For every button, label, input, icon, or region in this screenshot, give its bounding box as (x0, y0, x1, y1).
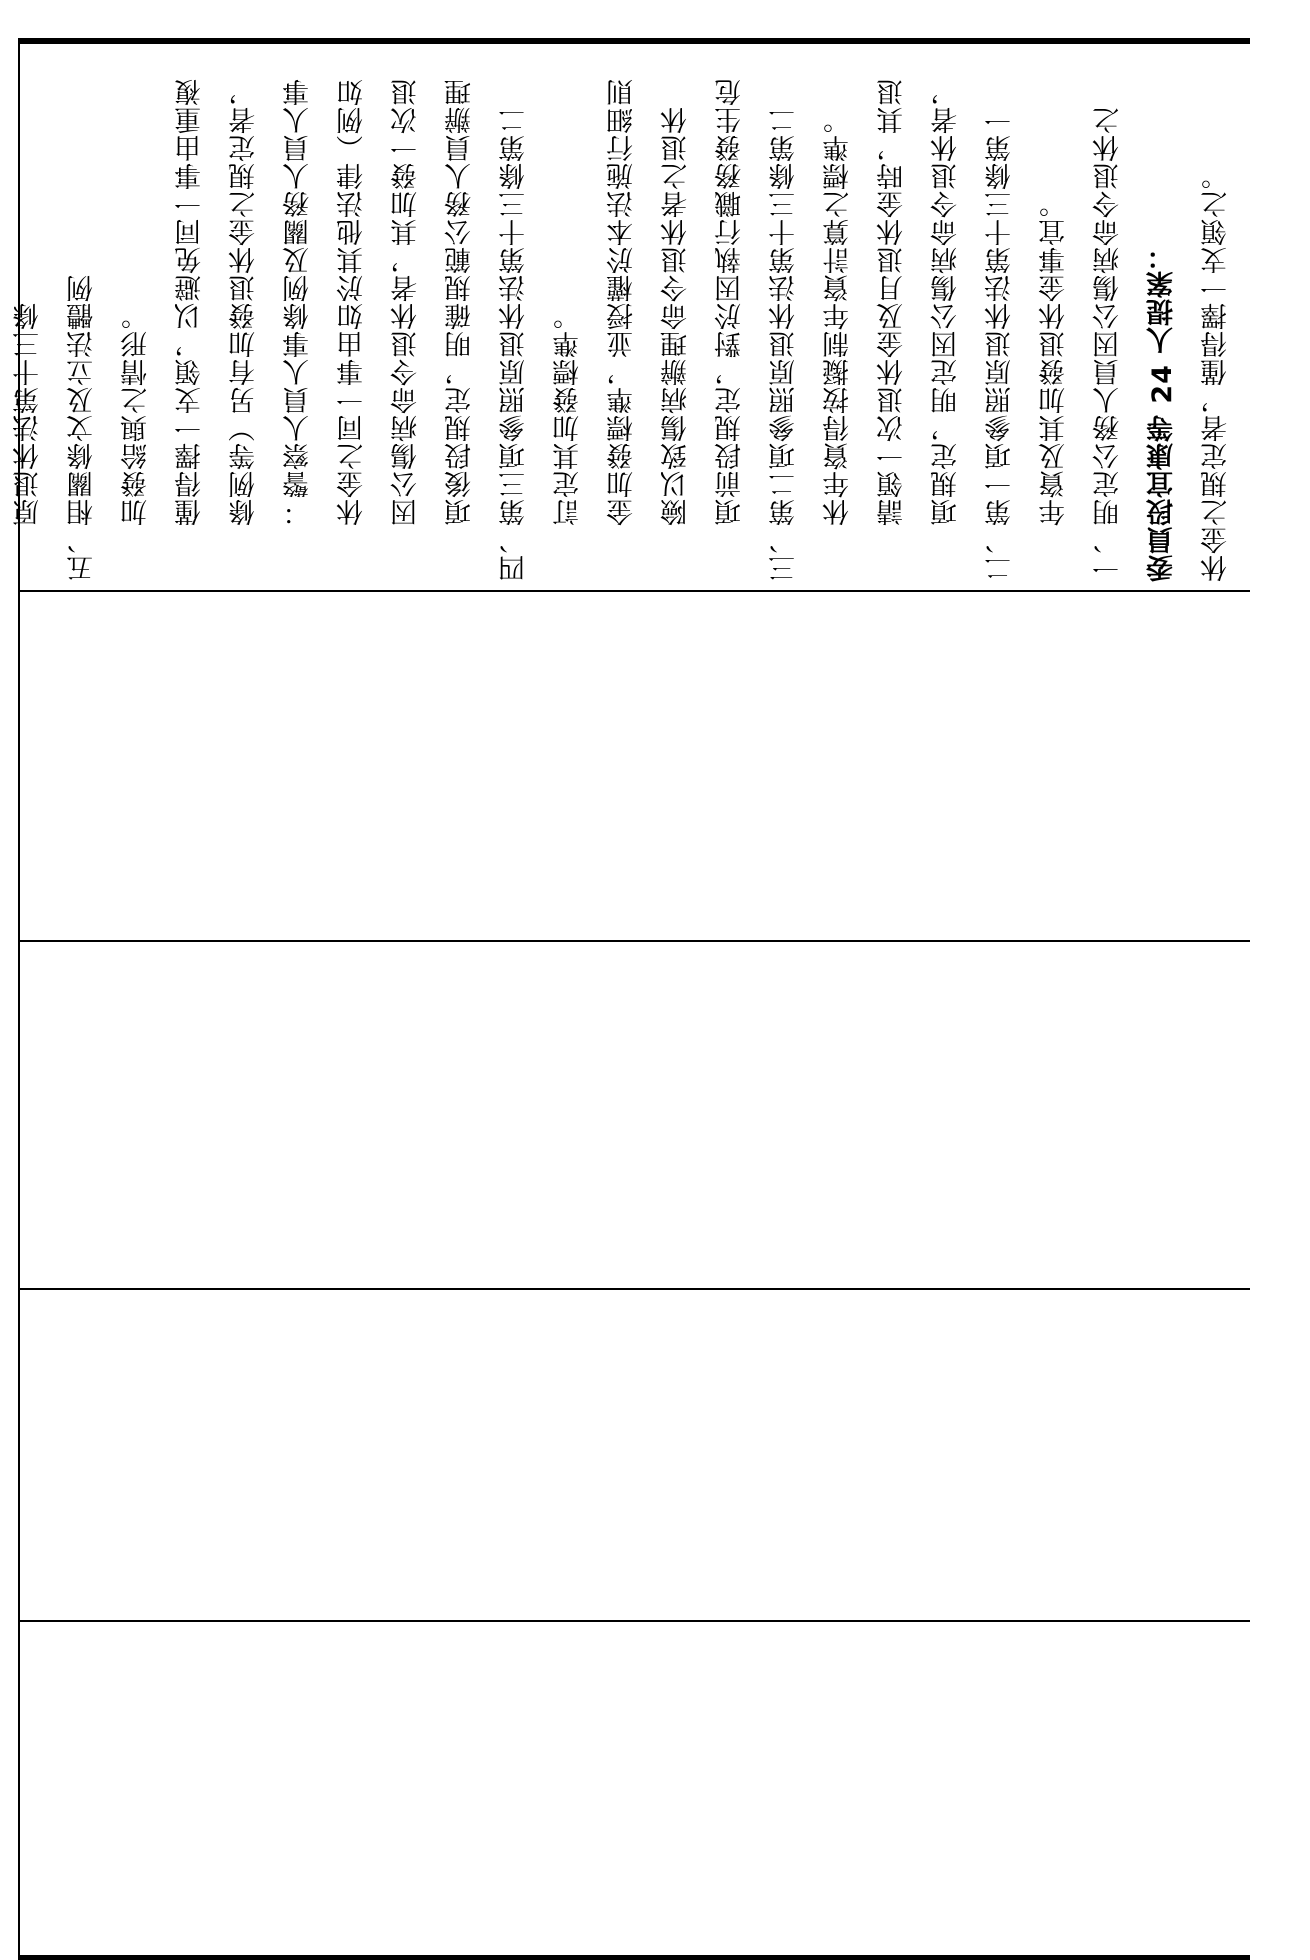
row-separator (18, 1620, 1250, 1622)
text-line: 項前段規定，對於因執行職務發生危 (715, 78, 746, 582)
text-line: 因公傷病命令退休者，其加發一次退 (391, 78, 422, 582)
text-line: 休年資得按擬制年資計算之標準。 (823, 106, 854, 582)
text-line: 二、第一項參照原退休法第十三條第一 (985, 106, 1016, 582)
text-line: 四、第三項參照原退休法第十三條第二 (499, 106, 530, 582)
text-line: 訂定其加發標準。 (553, 302, 584, 582)
text-line: 五、相關條文及立法體例 (67, 274, 98, 582)
row-separator (18, 940, 1250, 942)
text-line: 年資及其加發退休金事宜。 (1039, 190, 1070, 582)
text-line: 條例等）另有加發退休金之規定者， (229, 78, 260, 582)
document-table (13, 38, 1250, 1960)
row-separator (18, 1288, 1250, 1290)
text-line: 休金之同一事由如於其他法律（例如 (337, 78, 368, 582)
text-line: 僅得擇一支領，以避免同一事由重複 (175, 78, 206, 582)
text-line: 加發給與之情形。 (121, 302, 152, 582)
text-line: 三、第二項參照原退休法第十三條第二 (769, 106, 800, 582)
text-line: 請領一次退休金及月退休金時，其退 (877, 78, 908, 582)
text-line: 項後段規定，明確規範公務人員辦理 (445, 78, 476, 582)
explanation-cell-text (13, 52, 1244, 582)
table-bottom-rule (18, 1955, 1250, 1960)
text-line: 金加發標準，並授權於本法施行細則 (607, 78, 638, 582)
text-line: 項規定，明定因公傷病命令退休者， (931, 78, 962, 582)
table-top-rule (18, 38, 1250, 44)
row-separator (18, 590, 1250, 592)
proposal-heading: 委員段宜康等 24 人提案： (1147, 241, 1178, 582)
text-line: ：警察人員人事條例及關務人員人事 (283, 78, 314, 582)
text-line: 原退休法第十三條 (13, 302, 44, 582)
text-line: 險以致傷病辦理命令退休者之退休 (661, 106, 692, 582)
text-line: 一、明定公務人員因公傷病命令退休之 (1093, 106, 1124, 582)
text-line: 休金之規定者，僅得擇一支領之。 (1201, 162, 1232, 582)
